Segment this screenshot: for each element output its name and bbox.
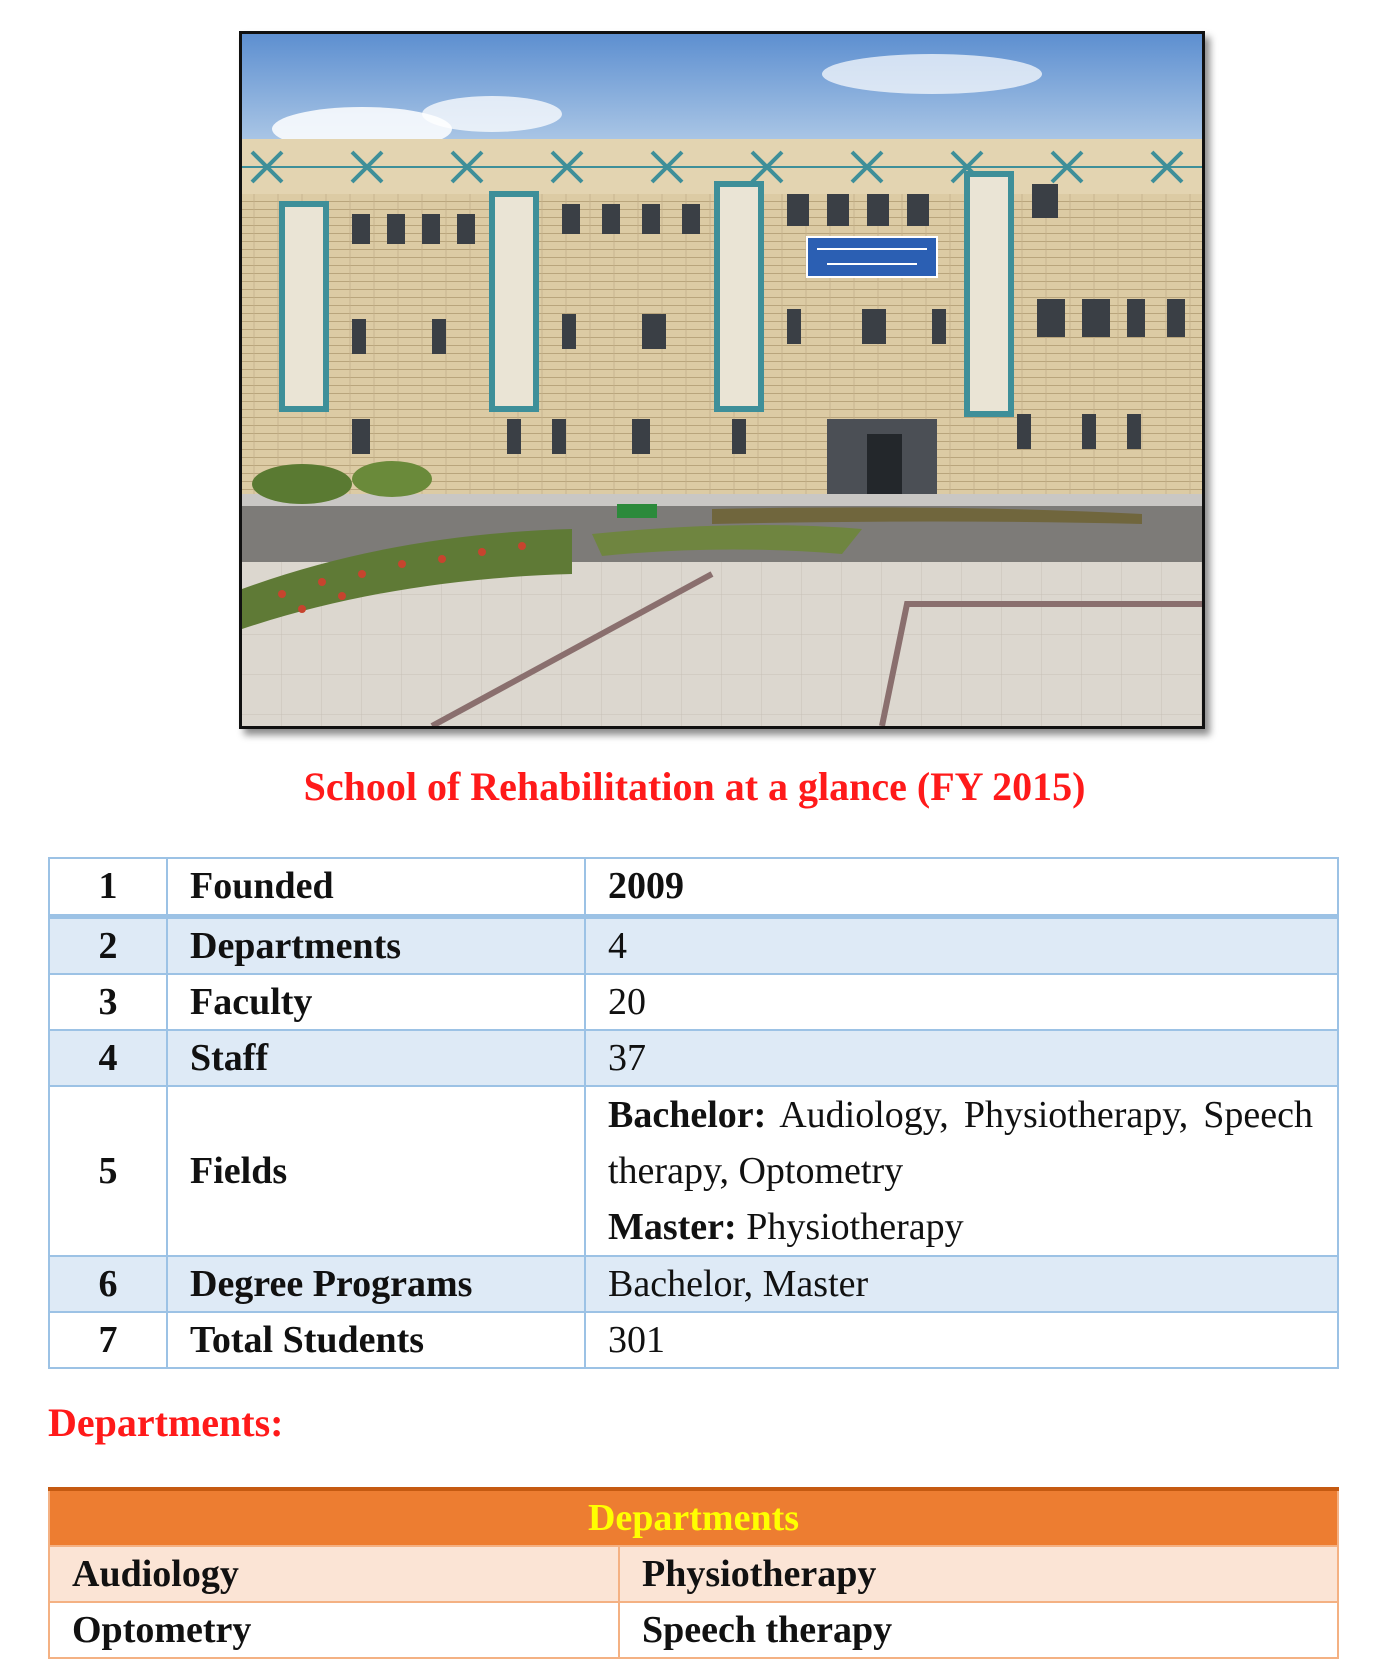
table-row xyxy=(49,1256,1338,1312)
row-value: 20 xyxy=(585,974,1338,1030)
fields-value xyxy=(585,1086,1338,1256)
row-number: 7 xyxy=(49,1312,167,1368)
building-illustration xyxy=(242,34,1202,726)
row-label: Faculty xyxy=(167,974,585,1030)
table-row xyxy=(49,858,1338,917)
table-row xyxy=(49,1086,1338,1256)
row-value: 4 xyxy=(585,917,1338,975)
departments-table-header: Departments xyxy=(49,1489,1338,1546)
bachelor-label: Bachelor: xyxy=(608,1094,767,1136)
master-label: Master: xyxy=(608,1206,737,1248)
master-fields: Physiotherapy xyxy=(746,1206,964,1248)
row-label: Founded xyxy=(167,858,585,917)
table-row xyxy=(49,1030,1338,1086)
table-row xyxy=(49,1312,1338,1368)
row-label: Departments xyxy=(167,917,585,975)
department-cell: Speech therapy xyxy=(619,1602,1338,1658)
building-photo xyxy=(239,31,1205,729)
departments-heading: Departments: xyxy=(48,1400,284,1445)
row-number: 3 xyxy=(49,974,167,1030)
table-header-row xyxy=(49,1489,1338,1546)
department-cell: Audiology xyxy=(49,1546,619,1602)
bachelor-fields: Audiology, Physiotherapy, Speech therapy, Optometry xyxy=(608,1094,1314,1192)
glance-table xyxy=(48,857,1339,1369)
row-value: Bachelor, Master xyxy=(585,1256,1338,1312)
row-number: 6 xyxy=(49,1256,167,1312)
row-value: 301 xyxy=(585,1312,1338,1368)
table-row xyxy=(49,1602,1338,1658)
table-row xyxy=(49,1546,1338,1602)
page-caption: School of Rehabilitation at a glance (FY 2015) xyxy=(303,764,1086,809)
table-row xyxy=(49,974,1338,1030)
row-number: 2 xyxy=(49,917,167,975)
row-label: Fields xyxy=(167,1086,585,1256)
department-cell: Optometry xyxy=(49,1602,619,1658)
row-value: 2009 xyxy=(585,858,1338,917)
department-cell: Physiotherapy xyxy=(619,1546,1338,1602)
row-number: 5 xyxy=(49,1086,167,1256)
row-value: 37 xyxy=(585,1030,1338,1086)
row-label: Degree Programs xyxy=(167,1256,585,1312)
table-row xyxy=(49,917,1338,975)
row-label: Total Students xyxy=(167,1312,585,1368)
row-number: 1 xyxy=(49,858,167,917)
row-label: Staff xyxy=(167,1030,585,1086)
departments-table xyxy=(48,1487,1339,1659)
row-number: 4 xyxy=(49,1030,167,1086)
